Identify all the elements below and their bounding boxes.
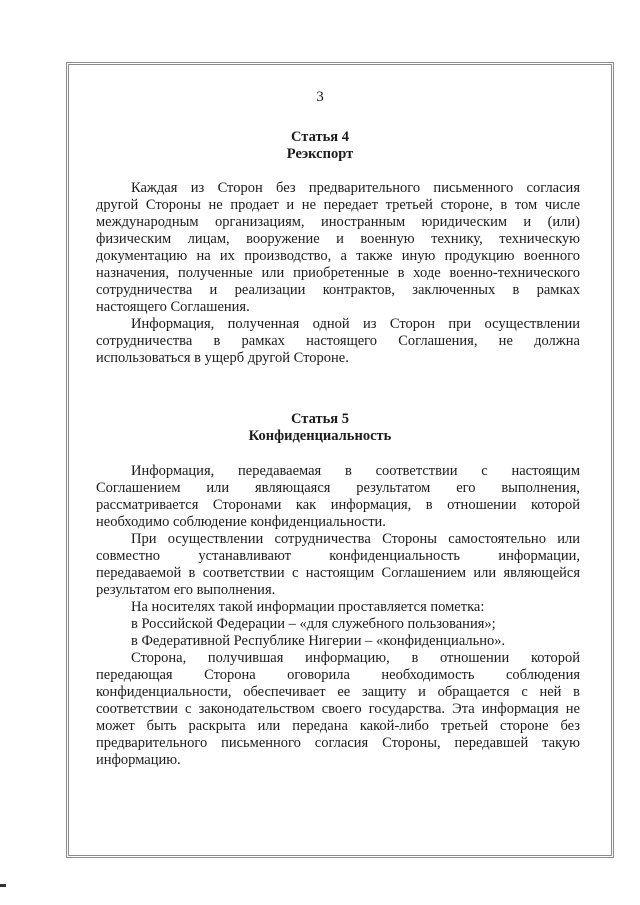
article-5-line: предварительного письменного согласия Стороны, передавшей такую [96,735,580,751]
article-4-line: физическим лицам, вооружение и военную технику, техническую [96,231,580,247]
scan-edge-mark [0,884,6,887]
article-5-line: результатом его выполнения. [96,582,276,598]
article-5-line: конфиденциальности, обеспечивает ее защиту и обращается с ней в [96,684,580,700]
article-4-line: использоваться в ущерб другой Стороне. [96,350,349,366]
article-5-line: передающая Сторона оговорила необходимость соблюдения [96,667,580,683]
article-5-line: При осуществлении сотрудничества Стороны самостоятельно или [131,531,580,547]
article-4-line: сотрудничества в рамках настоящего Соглашения, не должна [96,333,580,349]
article-4-line: другой Стороны не продает и не передает третьей стороне, в том числе [96,197,580,213]
article-5-line: может быть раскрыта или передана какой-либо третьей стороне без [96,718,580,734]
article-4-line: Информация, полученная одной из Сторон при осуществлении [131,316,580,332]
article-5-line: совместно устанавливают конфиденциальность информации, [96,548,580,564]
article-4-line: документацию на их производство, а также иную продукцию военного [96,248,580,264]
article-5-line: в Федеративной Республике Нигерии – «конфиденциально». [131,633,506,649]
page-number: 3 [316,89,324,105]
article-5-line: передаваемой в соответствии с настоящим Соглашением или являющейся [96,565,580,581]
article-5-line: Сторона, получившая информацию, в отношении которой [131,650,580,666]
article-5-line: Соглашением или являющаяся результатом его выполнения, [96,480,580,496]
article-4-line: международным организациям, иностранным юридическим и (или) [96,214,580,230]
article-5-line: информацию. [96,752,181,768]
article-4-line: Каждая из Сторон без предварительного письменного согласия [131,180,580,196]
article-4-line: назначения, полученные или приобретенные в ходе военно-технического [96,265,580,281]
article-4-title: Статья 4 [291,129,349,145]
article-5-line: Информация, передаваемая в соответствии с настоящим [131,463,580,479]
article-5-line: в Российской Федерации – «для служебного пользования»; [131,616,496,632]
article-5-line: На носителях такой информации проставляется пометка: [131,599,485,615]
article-5-line: рассматривается Сторонами как информация, в отношении которой [96,497,580,513]
article-4-line: сотрудничества и реализации контрактов, заключенных в рамках [96,282,580,298]
article-4-subtitle: Реэкспорт [286,146,354,162]
article-5-subtitle: Конфиденциальность [248,428,392,444]
article-5-title: Статья 5 [291,411,349,427]
article-4-line: настоящего Соглашения. [96,299,250,315]
article-5-line: соответствии с законодательством своего государства. Эта информация не [96,701,580,717]
article-5-line: необходимо соблюдение конфиденциальности. [96,514,386,530]
